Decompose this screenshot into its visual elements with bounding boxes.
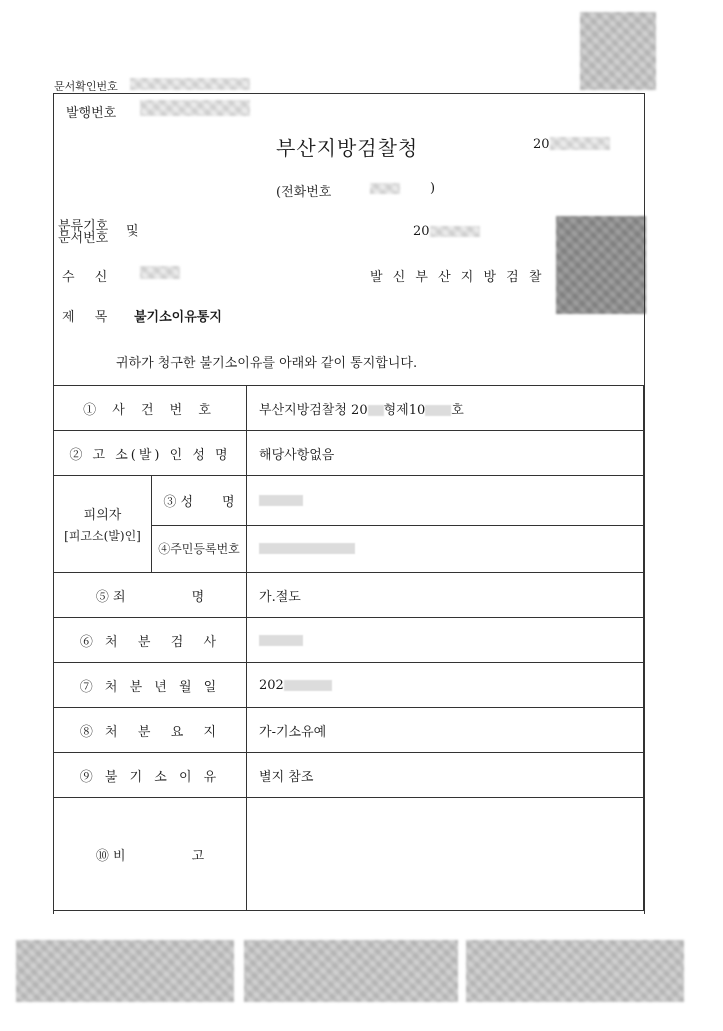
row-label: ⑥ 처 분 검 사 — [54, 618, 247, 663]
row-label: ⑧ 처 분 요 지 — [54, 708, 247, 753]
row-label: ⑤ 죄 명 — [54, 573, 247, 618]
table-row — [54, 431, 644, 476]
doc-confirm-label: 문서확인번호 — [54, 80, 118, 93]
redacted-footer-3 — [466, 940, 684, 1002]
table-row — [54, 708, 644, 753]
redacted-stamp-top — [580, 12, 656, 90]
row-label: ② 고 소(발) 인 성 명 — [54, 431, 247, 476]
suspect-sub-label: [피고소(발)인] — [64, 529, 141, 543]
table-row — [54, 798, 644, 911]
class-and: 및 — [126, 224, 139, 239]
redacted-case-year — [368, 405, 384, 416]
issue-number-label: 발행번호 — [66, 106, 117, 121]
table-row — [54, 663, 644, 708]
row-value — [247, 476, 644, 526]
row-label: ③ 성 명 — [152, 476, 247, 526]
case-number-mid: 형제10 — [383, 402, 426, 418]
row-label: ⑩ 비 고 — [54, 798, 247, 911]
redacted-year — [550, 137, 610, 150]
redacted-footer-1 — [16, 940, 234, 1002]
row-value: 가.절도 — [247, 573, 644, 618]
case-number-prefix: 부산지방검찰청 20 — [259, 402, 368, 418]
recipient-label: 수 신 — [62, 270, 116, 285]
row-label: ⑨ 불 기 소 이 유 — [54, 753, 247, 798]
class-label-1: 분류기호 — [58, 219, 109, 234]
redacted-doc-confirm-number — [130, 78, 250, 90]
row-value: 해당사항없음 — [247, 431, 644, 476]
subject-label: 제 목 — [62, 310, 116, 325]
row-value — [247, 798, 644, 911]
redacted-case-number — [425, 405, 451, 416]
row-value — [247, 525, 644, 572]
row-label: ④주민등록번호 — [152, 525, 247, 572]
row-value — [247, 618, 644, 663]
redacted-disposition-date — [284, 680, 332, 691]
suspect-group-label — [54, 476, 152, 573]
redacted-prosecutor — [259, 635, 303, 646]
table-row — [54, 476, 644, 526]
redacted-recipient — [140, 266, 180, 279]
redacted-resident-number — [259, 543, 355, 554]
table-row — [54, 753, 644, 798]
row-value — [247, 386, 644, 431]
row-value: 별지 참조 — [247, 753, 644, 798]
case-number-suffix: 호 — [451, 402, 464, 418]
subject-value: 불기소이유통지 — [134, 310, 222, 325]
redacted-phone — [370, 183, 400, 194]
class-label-2: 문서번호 — [58, 231, 109, 246]
redacted-date — [430, 226, 480, 237]
row-value: 가-기소유예 — [247, 708, 644, 753]
date-prefix: 20 — [413, 224, 430, 239]
phone-close: ) — [430, 181, 436, 196]
redacted-footer-2 — [244, 940, 458, 1002]
table-row — [54, 618, 644, 663]
org-title: 부산지방검찰청 — [276, 136, 419, 160]
suspect-label: 피의자 — [83, 508, 122, 523]
disposition-date-prefix: 202 — [259, 677, 284, 693]
row-label: ⑦ 처 분 년 월 일 — [54, 663, 247, 708]
sender-text: 발 신 부 산 지 방 검 찰 — [370, 270, 545, 285]
row-label: ① 사 건 번 호 — [54, 386, 247, 431]
table-row — [54, 386, 644, 431]
notice-table — [53, 385, 644, 911]
redacted-suspect-name — [259, 495, 303, 506]
table-row — [54, 573, 644, 618]
year-prefix: 20 — [533, 137, 550, 152]
row-value — [247, 663, 644, 708]
redacted-issue-number — [140, 100, 250, 116]
notice-text: 귀하가 청구한 불기소이유를 아래와 같이 통지합니다. — [116, 356, 418, 371]
phone-open: (전화번호 — [276, 185, 332, 200]
